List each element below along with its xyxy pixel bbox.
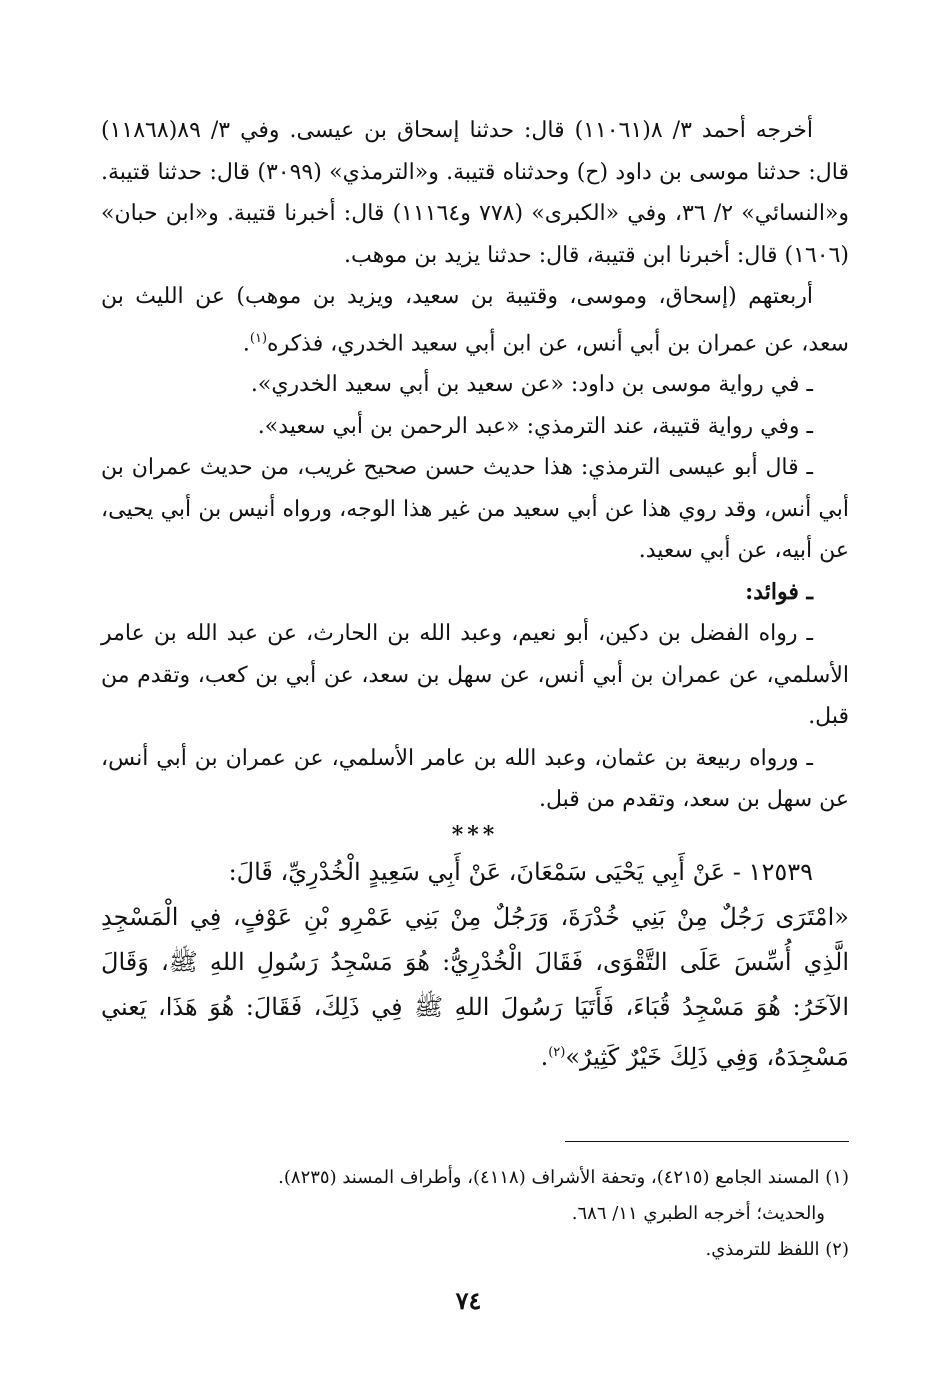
hadith-text: [101, 895, 849, 1080]
page-number: ٧٤: [455, 1286, 482, 1315]
chain-paragraph: أربعتهم (إسحاق، وموسى، وقتيبة بن سعيد، ويزيد بن موهب) عن الليث بن سعد، عن عمران بن أبي أنس، عن ابن أبي سعيد الخدري، فذكره$^{(١)}$.: [101, 284, 849, 356]
footnote-ref-2: (٢): [548, 1044, 566, 1060]
hadith-end: .: [540, 1042, 549, 1071]
footnote-2: (٢) اللفظ للترمذي.: [705, 1239, 849, 1260]
hadith-heading: ١٢٥٣٩ - عَنْ أَبِي يَحْيَى سَمْعَانَ، عَنْ أَبِي سَعِيدٍ الْخُدْرِيِّ، قَالَ:: [228, 857, 813, 886]
footnote-ref-1: (١): [249, 330, 268, 346]
tirmidhi-comment: ـ قال أبو عيسى الترمذي: هذا حديث حسن صحيح غريب، من حديث عمران بن أبي أنس، وقد روي هذا عن أبي سعيد من غير هذا الوجه، ورواه أنيس بن أبي يحيى، عن أبيه، عن أبي سعيد.: [101, 455, 849, 564]
variant-qutayba: ـ وفي رواية قتيبة، عند الترمذي: «عبد الرحمن بن أبي سعيد».: [257, 413, 813, 439]
hadith-matn: «امْتَرَى رَجُلٌ مِنْ بَنِي خُدْرَةَ، وَرَجُلٌ مِنْ بَنِي عَمْرِو بْنِ عَوْفٍ، فِي الْمَسْجِدِ الَّذِي أُسِّسَ عَلَى التَّقْوَى، فَقَالَ الْخُدْرِيُّ: هُوَ مَسْجِدُ رَسُولِ اللهِ ﷺ، وَقَالَ الآخَرُ: هُوَ مَسْجِدُ قُبَاءَ، فَأَتَيَا رَسُولَ اللهِ ﷺ فِي ذَلِكَ، فَقَالَ: هُوَ هَذَا، يَعني مَسْجِدَهُ، وَفِي ذَلِكَ خَيْرٌ كَثِيرٌ»: [101, 902, 849, 1071]
footnotes: [101, 1160, 849, 1268]
main-text: [101, 110, 849, 1080]
variant-musa: ـ في رواية موسى بن داود: «عن سعيد بن أبي سعيد الخدري».: [250, 372, 813, 398]
takhrij-paragraph: أخرجه أحمد ٣/ ٨(١١٠٦١) قال: حدثنا إسحاق بن عيسى. وفي ٣/ ٨٩(١١٨٦٨) قال: حدثنا موسى بن داود (ح) وحدثناه قتيبة. و«الترمذي» (٣٠٩٩) قال: حدثنا قتيبة. و«النسائي» ٢/ ٣٦، وفي «الكبرى» (٧٧٨ و١١١٦٤) قال: أخبرنا قتيبة. و«ابن حبان» (١٦٠٦) قال: أخبرنا ابن قتيبة، قال: حدثنا يزيد بن موهب.: [101, 118, 850, 268]
footnote-divider: [565, 1141, 849, 1142]
chain-text: أربعتهم (إسحاق، وموسى، وقتيبة بن سعيد، ويزيد بن موهب) عن الليث بن سعد، عن عمران بن أبي أنس، عن ابن أبي سعيد الخدري، فذكره: [101, 284, 849, 356]
fawaid-heading: ـ فوائد:: [745, 578, 813, 605]
footnote-1: (١) المسند الجامع (٤٢١٥)، وتحفة الأشراف (٤١١٨)، وأطراف المسند (٨٢٣٥).: [278, 1167, 849, 1188]
fawaid-note-1: ـ رواه الفضل بن دكين، أبو نعيم، وعبد الله بن الحارث، عن عبد الله بن عامر الأسلمي، عن عمران بن أبي أنس، عن سهل بن سعد، عن أبي بن كعب، وتقدم من قبل.: [101, 621, 849, 730]
footnote-1-continued: والحديث؛ أخرجه الطبري ١١/ ٦٨٦.: [571, 1203, 825, 1224]
section-separator: ***: [451, 821, 499, 848]
fawaid-note-2: ـ ورواه ربيعة بن عثمان، وعبد الله بن عامر الأسلمي، عن عمران بن أبي أنس، عن سهل بن سعد، وتقدم من قبل.: [101, 745, 849, 813]
